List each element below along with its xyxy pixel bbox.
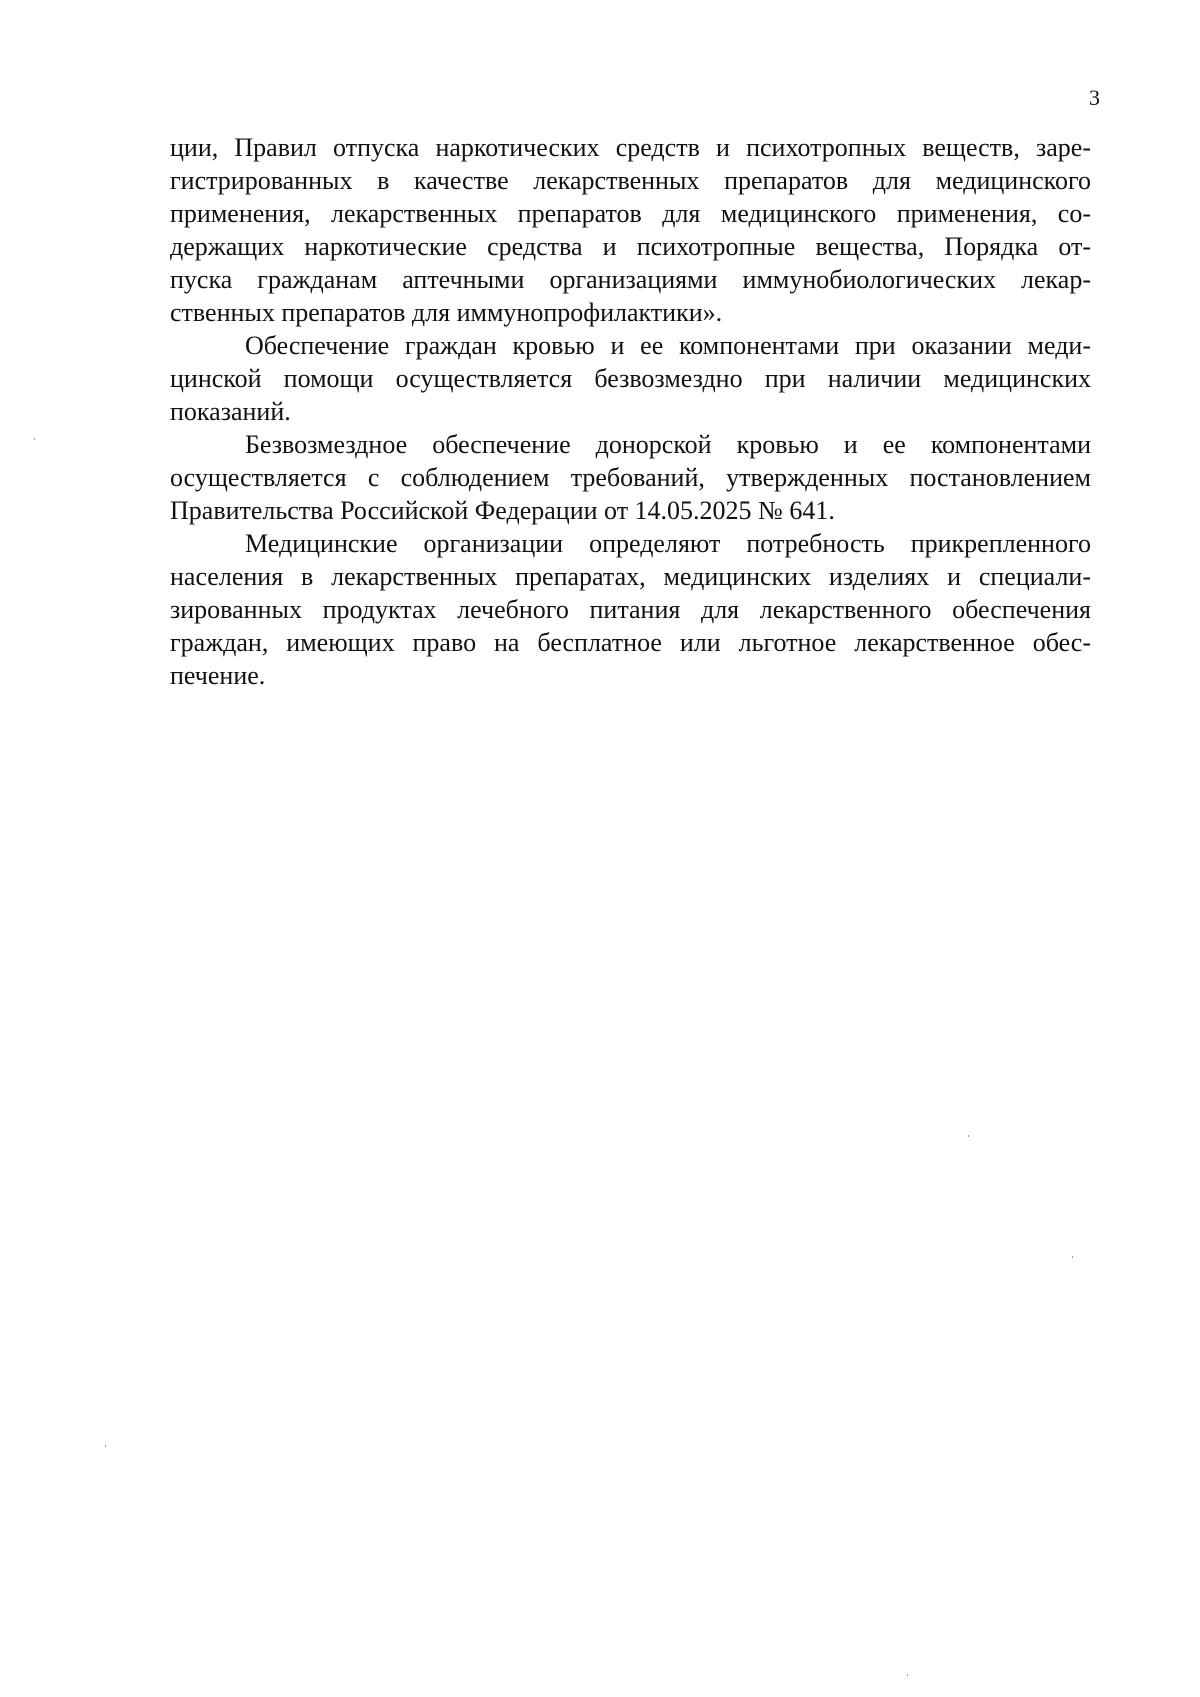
text-line: цинской помощи осуществляется безвозмездно при наличии медицинских	[170, 364, 1091, 393]
scan-speck	[34, 438, 35, 440]
text-line: показаний.	[170, 397, 291, 426]
text-line: граждан, имеющих право на бесплатное или льготное лекарственное обес-	[170, 628, 1091, 657]
paragraph-first-line: Безвозмездное обеспечение донорской кровью и ее компонентами	[245, 430, 1091, 459]
document-body	[170, 131, 1091, 692]
text-line: ственных препаратов для иммунопрофилактики».	[170, 298, 723, 327]
text-line: ции, Правил отпуска наркотических средств и психотропных веществ, заре-	[170, 133, 1091, 162]
paragraph-first-line: Медицинские организации определяют потребность прикрепленного	[245, 529, 1091, 558]
text-line: населения в лекарственных препаратах, медицинских изделиях и специали-	[170, 562, 1091, 591]
text-line: Правительства Российской Федерации от 14.05.2025 № 641.	[170, 496, 835, 525]
scan-speck	[968, 1135, 969, 1137]
text-line: пуска гражданам аптечными организациями иммунобиологических лекар-	[170, 265, 1091, 294]
text-line: печение.	[170, 661, 266, 690]
paragraph-first-line: Обеспечение граждан кровью и ее компонентами при оказании меди-	[245, 331, 1091, 360]
scan-speck	[1072, 1256, 1073, 1258]
text-line: держащих наркотические средства и психотропные вещества, Порядка от-	[170, 232, 1091, 261]
scan-speck	[907, 1674, 908, 1676]
text-line: зированных продуктах лечебного питания для лекарственного обеспечения	[170, 595, 1091, 624]
text-line: осуществляется с соблюдением требований, утвержденных постановлением	[170, 463, 1091, 492]
page-number: 3	[1089, 85, 1100, 110]
scan-speck	[105, 1445, 106, 1447]
text-line: применения, лекарственных препаратов для медицинского применения, со-	[170, 199, 1091, 228]
text-line: гистрированных в качестве лекарственных препаратов для медицинского	[170, 166, 1091, 195]
